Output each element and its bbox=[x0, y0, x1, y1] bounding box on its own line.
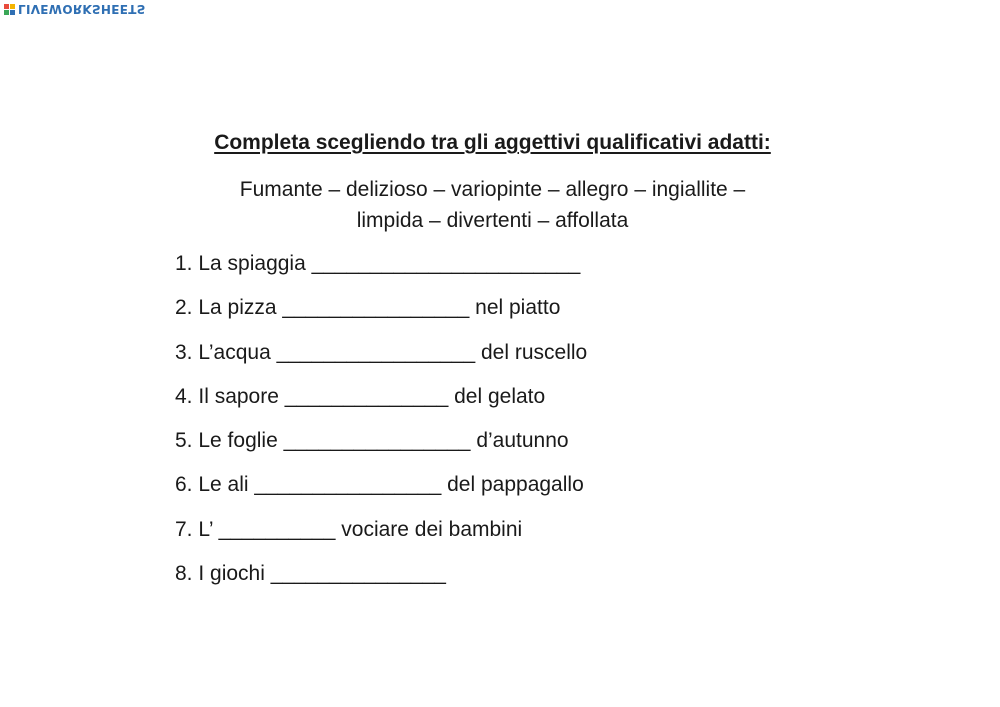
answer-blank[interactable]: ________________ bbox=[282, 296, 470, 320]
answer-blank[interactable]: ________________ bbox=[254, 473, 442, 497]
exercise-item bbox=[175, 560, 587, 604]
exercise-item bbox=[175, 339, 587, 383]
item-text-before: L’acqua bbox=[198, 340, 271, 364]
logo-square bbox=[4, 10, 9, 15]
item-number: 8. bbox=[175, 562, 193, 586]
answer-blank[interactable]: __________ bbox=[218, 517, 336, 541]
brand-logo bbox=[4, 2, 146, 16]
item-text-after: del gelato bbox=[454, 384, 546, 408]
item-text-before: Il sapore bbox=[198, 384, 279, 408]
exercise-item bbox=[175, 427, 587, 471]
item-text-after: vociare dei bambini bbox=[341, 517, 523, 541]
answer-blank[interactable]: ________________ bbox=[283, 429, 471, 453]
item-text-after: del pappagallo bbox=[447, 473, 584, 497]
exercise-item bbox=[175, 250, 587, 294]
item-text-after: d’autunno bbox=[476, 429, 569, 453]
item-text-before: L’ bbox=[198, 517, 213, 541]
item-number: 2. bbox=[175, 296, 193, 320]
item-text-before: Le ali bbox=[198, 473, 249, 497]
item-text-before: La spiaggia bbox=[198, 252, 306, 275]
item-number: 4. bbox=[175, 384, 193, 408]
answer-blank[interactable]: _______________________ bbox=[311, 252, 581, 275]
logo-square bbox=[10, 10, 15, 15]
item-number: 7. bbox=[175, 517, 193, 541]
exercise-item bbox=[175, 516, 587, 560]
item-text-before: I giochi bbox=[198, 562, 265, 586]
item-text-before: Le foglie bbox=[198, 429, 278, 453]
answer-blank[interactable]: _______________ bbox=[270, 562, 446, 586]
word-bank-line: limpida – divertenti – affollata bbox=[356, 209, 629, 232]
item-number: 1. bbox=[175, 252, 193, 275]
exercise-item bbox=[175, 383, 587, 427]
item-text-after: nel piatto bbox=[475, 296, 561, 320]
word-bank bbox=[0, 174, 985, 236]
answer-blank[interactable]: _________________ bbox=[276, 340, 476, 364]
item-number: 5. bbox=[175, 429, 193, 453]
item-number: 6. bbox=[175, 473, 193, 497]
item-number: 3. bbox=[175, 340, 193, 364]
exercise-list bbox=[175, 250, 587, 604]
logo-squares-icon bbox=[4, 4, 15, 15]
exercise-item bbox=[175, 471, 587, 515]
item-text-after: del ruscello bbox=[481, 340, 588, 364]
item-text-before: La pizza bbox=[198, 296, 277, 320]
logo-square bbox=[10, 4, 15, 9]
brand-name: LIVEWORKSHEETS bbox=[18, 2, 146, 16]
worksheet-title: Completa scegliendo tra gli aggettivi qualificativi adatti: bbox=[214, 131, 771, 154]
answer-blank[interactable]: ______________ bbox=[284, 384, 449, 408]
exercise-item bbox=[175, 294, 587, 338]
logo-square bbox=[4, 4, 9, 9]
word-bank-line: Fumante – delizioso – variopinte – allegro – ingiallite – bbox=[239, 178, 746, 201]
